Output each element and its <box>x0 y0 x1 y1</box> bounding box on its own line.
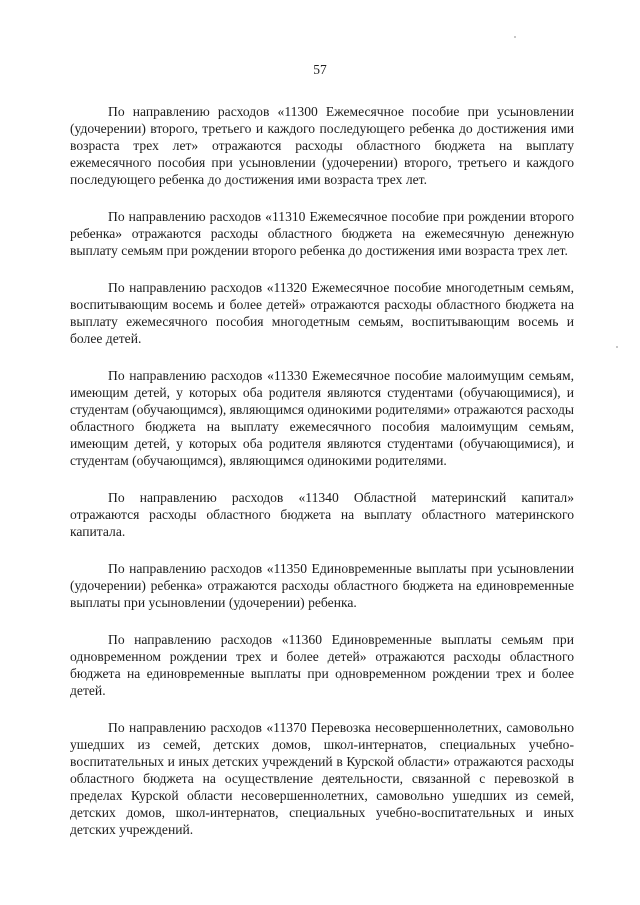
paragraph-11310: По направлению расходов «11310 Ежемесячное пособие при рождении второго ребенка» отражаются расходы областного бюджета на ежемесячную денежную выплату семьям при рождении второго ребенка до достижения ими возраста трех лет. <box>70 209 574 258</box>
page-body <box>70 103 574 858</box>
page-number: 57 <box>313 62 327 77</box>
scan-speck <box>514 36 516 38</box>
paragraph-11330: По направлению расходов «11330 Ежемесячное пособие малоимущим семьям, имеющим детей, у которых оба родителя являются студентами (обучающимися), и студентам (обучающимся), являющимся одинокими родителями» отражаются расходы областного бюджета на выплату ежемесячного пособия малоимущим семьям, имеющим детей, у которых оба родителя являются студентами (обучающимися), и студентам (обучающимся), являющимся одинокими родителями. <box>70 368 574 468</box>
paragraph-11370: По направлению расходов «11370 Перевозка несовершеннолетних, самовольно ушедших из семей, детских домов, школ-интернатов, специальных учебно-воспитательных и иных детских учреждений в Курской области» отражаются расходы областного бюджета на осуществление деятельности, связанной с перевозкой в пределах Курской области несовершеннолетних, самовольно ушедших из семей, детских домов, школ-интернатов, специальных учебно-воспитательных и иных детских учреждений. <box>70 720 574 837</box>
scan-speck <box>616 346 618 348</box>
paragraph-11350: По направлению расходов «11350 Единовременные выплаты при усыновлении (удочерении) ребенка» отражаются расходы областного бюджета на единовременные выплаты при усыновлении (удочерении) ребенка. <box>70 561 574 610</box>
paragraph-11340: По направлению расходов «11340 Областной материнский капитал» отражаются расходы областного бюджета на выплату областного материнского капитала. <box>70 490 574 539</box>
paragraph-11300: По направлению расходов «11300 Ежемесячное пособие при усыновлении (удочерении) второго, третьего и каждого последующего ребенка до достижения ими возраста трех лет» отражаются расходы областного бюджета на выплату ежемесячного пособия при усыновлении (удочерении) второго, третьего и каждого последующего ребенка до достижения ими возраста трех лет. <box>70 104 574 187</box>
paragraph-11360: По направлению расходов «11360 Единовременные выплаты семьям при одновременном рождении трех и более детей» отражаются расходы областного бюджета на единовременные выплаты при одновременном рождении трех и более детей. <box>70 632 574 698</box>
paragraph-11320: По направлению расходов «11320 Ежемесячное пособие многодетным семьям, воспитывающим восемь и более детей» отражаются расходы областного бюджета на выплату ежемесячного пособия многодетным семьям, воспитывающим восемь и более детей. <box>70 280 574 346</box>
